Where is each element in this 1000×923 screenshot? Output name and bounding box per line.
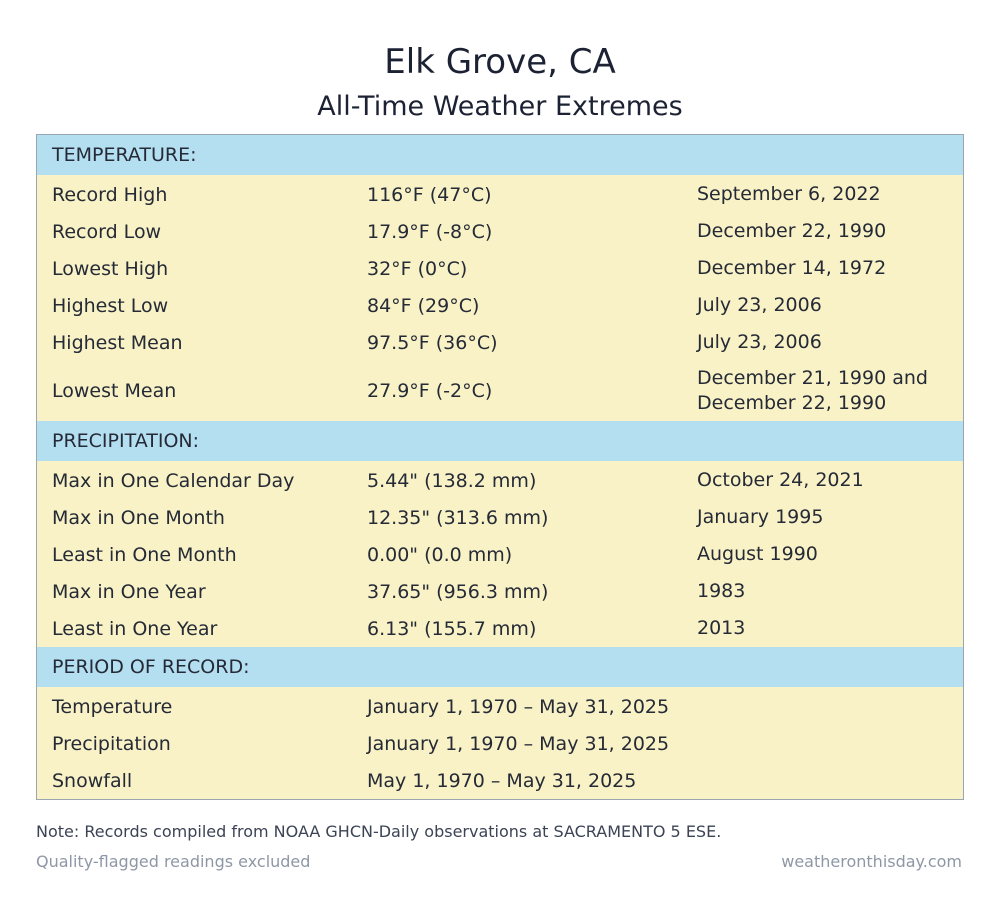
row-date: December 22, 1990 (697, 220, 887, 242)
row-date: December 14, 1972 (697, 257, 887, 279)
row-label: Temperature (52, 695, 173, 718)
table-row (37, 213, 963, 250)
row-label: Max in One Calendar Day (52, 469, 295, 492)
table-row (37, 536, 963, 573)
row-date: 2013 (697, 617, 746, 639)
row-value: 32°F (0°C) (367, 257, 468, 280)
row-value: 0.00" (0.0 mm) (367, 543, 513, 566)
row-value: 116°F (47°C) (367, 183, 492, 206)
row-date: July 23, 2006 (697, 294, 822, 316)
row-label: Snowfall (52, 769, 133, 792)
row-date: January 1995 (697, 506, 824, 528)
source-credit: weatheronthisday.com (781, 852, 962, 871)
extremes-table (36, 134, 964, 800)
row-value: 12.35" (313.6 mm) (367, 506, 549, 529)
table-row (37, 762, 963, 799)
row-value: 97.5°F (36°C) (367, 331, 498, 354)
quality-disclaimer: Quality-flagged readings excluded (36, 852, 311, 871)
row-date: September 6, 2022 (697, 183, 881, 205)
table-row (37, 610, 963, 647)
data-source-note: Note: Records compiled from NOAA GHCN-Daily observations at SACRAMENTO 5 ESE. (36, 822, 722, 841)
row-label: Lowest Mean (52, 380, 177, 402)
row-label: Least in One Year (52, 617, 218, 640)
row-date: 1983 (697, 580, 746, 602)
table-row (37, 250, 963, 287)
row-label: Least in One Month (52, 543, 237, 566)
row-value: 84°F (29°C) (367, 294, 480, 317)
row-label: Record High (52, 183, 168, 206)
table-row (37, 324, 963, 361)
row-value: 37.65" (956.3 mm) (367, 580, 549, 603)
row-value: 6.13" (155.7 mm) (367, 617, 537, 640)
row-label: Highest Mean (52, 331, 183, 354)
table-row (37, 175, 963, 213)
row-date: August 1990 (697, 543, 818, 565)
page-title: Elk Grove, CA (384, 42, 616, 82)
row-date-line: December 22, 1990 (697, 392, 887, 414)
row-label: Record Low (52, 220, 162, 243)
table-row (37, 361, 963, 421)
row-value: January 1, 1970 – May 31, 2025 (367, 695, 670, 718)
row-value: May 1, 1970 – May 31, 2025 (367, 769, 637, 792)
row-label: Precipitation (52, 732, 171, 755)
row-label: Max in One Month (52, 506, 225, 529)
row-date: October 24, 2021 (697, 469, 864, 491)
table-row (37, 499, 963, 536)
row-value: 27.9°F (-2°C) (367, 380, 493, 402)
row-label: Highest Low (52, 294, 169, 317)
row-label: Max in One Year (52, 580, 206, 603)
table-row (37, 573, 963, 610)
table-row (37, 687, 963, 725)
row-value: 17.9°F (-8°C) (367, 220, 493, 243)
page-subtitle: All-Time Weather Extremes (317, 91, 683, 122)
row-value: 5.44" (138.2 mm) (367, 469, 537, 492)
row-date-multiline (697, 366, 963, 416)
row-value: January 1, 1970 – May 31, 2025 (367, 732, 670, 755)
row-date: July 23, 2006 (697, 331, 822, 353)
row-label: Lowest High (52, 257, 169, 280)
row-date-line: December 21, 1990 and (697, 367, 928, 389)
section-header-temperature: TEMPERATURE: (37, 135, 963, 175)
table-row (37, 725, 963, 762)
table-row (37, 287, 963, 324)
section-header-precipitation: PRECIPITATION: (37, 421, 963, 461)
section-header-period-of-record: PERIOD OF RECORD: (37, 647, 963, 687)
table-row (37, 461, 963, 499)
